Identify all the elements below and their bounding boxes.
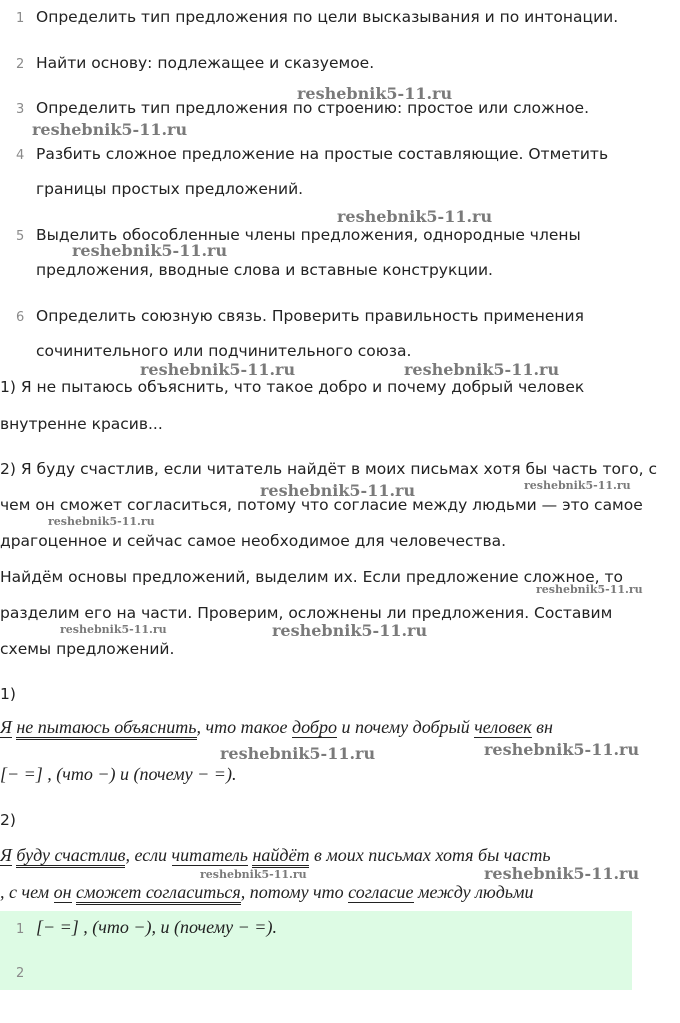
- sentence-2-line3: драгоценное и сейчас самое необходимое для человечества.: [0, 532, 507, 550]
- step-text: Определить тип предложения по цели высказывания и по интонации.: [36, 8, 619, 26]
- step-text: Найти основу: подлежащее и сказуемое.: [36, 54, 375, 72]
- analysis-2-sentence-line2: [0, 882, 533, 903]
- step-number: 6: [16, 310, 25, 325]
- instruction-line2: разделим его на части. Проверим, осложнены ли предложения. Составим: [0, 604, 613, 622]
- step-number: 2: [16, 57, 25, 72]
- step-number: 4: [16, 148, 25, 163]
- text-fragment: вн: [531, 717, 553, 737]
- watermark: reshebnik5-11.ru: [220, 744, 376, 763]
- text-fragment: , если: [125, 845, 172, 865]
- subject: Я: [0, 717, 12, 737]
- watermark: reshebnik5-11.ru: [524, 479, 631, 492]
- watermark: reshebnik5-11.ru: [297, 84, 453, 103]
- analysis-1-scheme: [− =] , (что −) и (почему − =).: [0, 764, 237, 784]
- analysis-2-sentence-line1: [0, 845, 551, 866]
- watermark: reshebnik5-11.ru: [48, 515, 155, 528]
- analysis-2-label: 2): [0, 811, 16, 829]
- watermark: reshebnik5-11.ru: [484, 740, 640, 759]
- analysis-1-sentence: [0, 717, 553, 738]
- watermark: reshebnik5-11.ru: [140, 360, 296, 379]
- watermark: reshebnik5-11.ru: [32, 120, 188, 139]
- subject: согласие: [348, 882, 414, 902]
- step-number: 5: [16, 229, 25, 244]
- code-line-number: 2: [16, 966, 25, 981]
- step-text-line2: предложения, вводные слова и вставные конструкции.: [36, 261, 493, 279]
- instruction-line3: схемы предложений.: [0, 640, 175, 658]
- predicate: сможет согласиться: [76, 882, 241, 905]
- watermark: reshebnik5-11.ru: [337, 207, 493, 226]
- step-text-line1: Разбить сложное предложение на простые составляющие. Отметить: [36, 145, 609, 163]
- subject: он: [53, 882, 72, 902]
- watermark: reshebnik5-11.ru: [60, 623, 167, 636]
- sentence-1-line1: 1) Я не пытаюсь объяснить, что такое добро и почему добрый человек: [0, 378, 585, 396]
- watermark: reshebnik5-11.ru: [484, 864, 640, 883]
- instruction-line1: Найдём основы предложений, выделим их. Если предложение сложное, то: [0, 568, 624, 586]
- subject: человек: [474, 717, 532, 737]
- text-fragment: между людьми: [413, 882, 534, 902]
- code-line-number: 1: [16, 922, 25, 937]
- watermark: reshebnik5-11.ru: [272, 621, 428, 640]
- step-number: 1: [16, 11, 25, 26]
- predicate: буду счастлив: [16, 845, 125, 868]
- subject: читатель: [171, 845, 248, 865]
- watermark: reshebnik5-11.ru: [404, 360, 560, 379]
- predicate: найдёт: [252, 845, 309, 868]
- step-text-line1: Определить союзную связь. Проверить правильность применения: [36, 307, 584, 325]
- watermark: reshebnik5-11.ru: [72, 241, 228, 260]
- watermark: reshebnik5-11.ru: [260, 481, 416, 500]
- step-text-line2: границы простых предложений.: [36, 180, 304, 198]
- step-number: 3: [16, 102, 25, 117]
- code-line-1: [− =] , (что −), и (почему − =).: [36, 917, 277, 937]
- watermark: reshebnik5-11.ru: [200, 868, 307, 881]
- analysis-1-label: 1): [0, 685, 16, 703]
- subject: Я: [0, 845, 12, 865]
- step-text-line1: Выделить обособленные члены предложения, однородные члены: [36, 226, 581, 244]
- text-fragment: , что такое: [196, 717, 293, 737]
- sentence-2-line1: 2) Я буду счастлив, если читатель найдёт в моих письмах хотя бы часть того, с: [0, 460, 657, 478]
- subject: добро: [292, 717, 337, 737]
- sentence-1-line2: внутренне красив...: [0, 415, 163, 433]
- text-fragment: и почему добрый: [336, 717, 475, 737]
- watermark: reshebnik5-11.ru: [536, 583, 643, 596]
- text-fragment: , потому что: [240, 882, 349, 902]
- text-fragment: в моих письмах хотя бы часть: [309, 845, 551, 865]
- step-text: Определить тип предложения по строению: простое или сложное.: [36, 99, 590, 117]
- text-fragment: , с чем: [0, 882, 54, 902]
- sentence-2-line2: чем он сможет согласиться, потому что согласие между людьми — это самое: [0, 496, 643, 514]
- step-text-line2: сочинительного или подчинительного союза.: [36, 342, 412, 360]
- predicate: не пытаюсь объяснить: [16, 717, 196, 740]
